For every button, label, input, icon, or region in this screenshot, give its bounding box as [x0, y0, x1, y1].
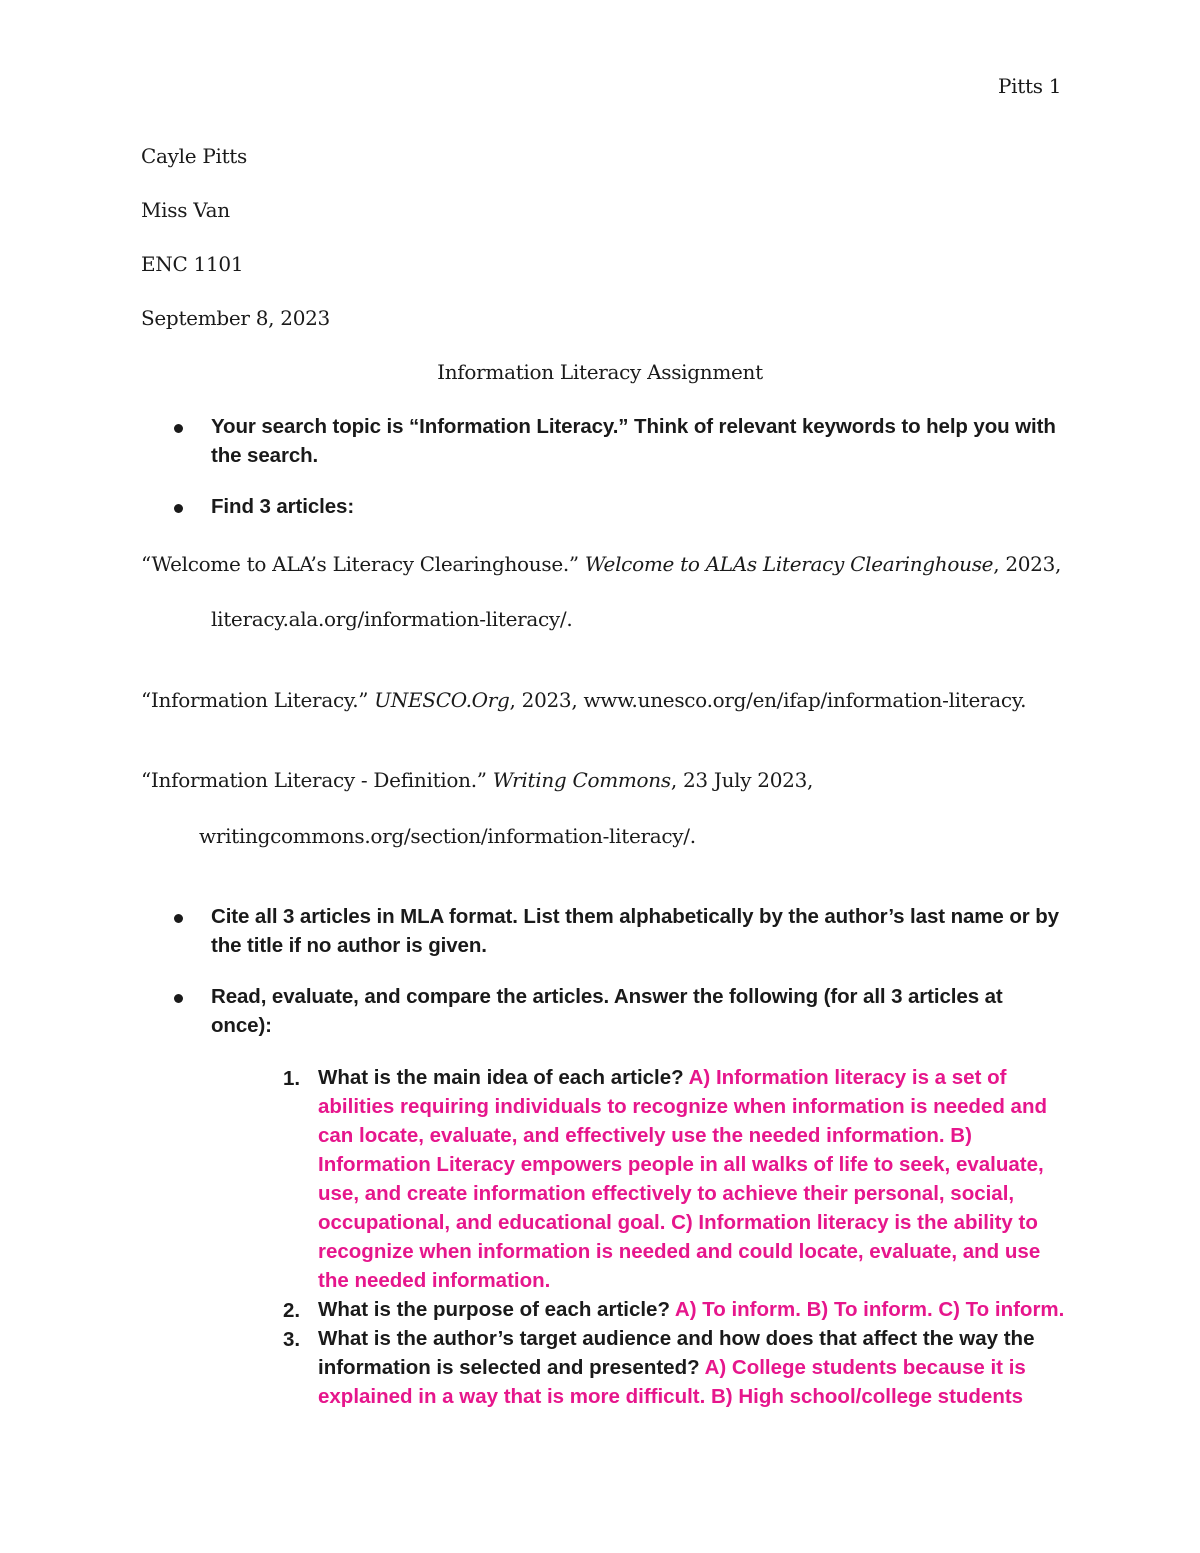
- bullet-1-line-2: the search.: [211, 444, 319, 467]
- course-name: ENC 1101: [141, 252, 244, 276]
- page-number-header: Pitts 1: [998, 74, 1062, 98]
- citation-3-title: “Information Literacy - Definition.”: [141, 768, 493, 792]
- citation-1-continuation: literacy.ala.org/information-literacy/.: [211, 607, 573, 631]
- question-3-answer: A) College students because it is explained in a way that is more difficult. B) High school/college students: [318, 1356, 1026, 1408]
- bullet-dot: [174, 994, 183, 1003]
- citation-3: [141, 768, 813, 792]
- citation-3-rest: , 23 July 2023,: [670, 768, 814, 792]
- question-1-text: What is the main idea of each article?: [318, 1066, 689, 1089]
- bullet-3-line-1: Cite all 3 articles in MLA format. List them alphabetically by the author’s last name or by: [211, 905, 1059, 928]
- question-2-text: What is the purpose of each article?: [318, 1298, 675, 1321]
- citation-2-container: UNESCO.Org: [374, 688, 510, 712]
- citation-3-container: Writing Commons: [492, 768, 671, 792]
- bullet-4-line-2: once):: [211, 1014, 272, 1037]
- citation-1-rest: , 2023,: [993, 552, 1062, 576]
- question-2: [318, 1295, 1078, 1324]
- question-1-number: 1.: [283, 1067, 301, 1090]
- bullet-dot: [174, 504, 183, 513]
- citation-1: [141, 552, 1061, 576]
- question-3-number: 3.: [283, 1328, 301, 1351]
- question-1: [318, 1063, 1048, 1295]
- instructor-name: Miss Van: [141, 198, 230, 222]
- citation-2: [141, 688, 1026, 712]
- question-2-number: 2.: [283, 1299, 301, 1322]
- question-3-text: What is the author’s target audience and how does that affect the way the information is selected and presented?: [318, 1327, 1035, 1379]
- citation-3-continuation: writingcommons.org/section/information-literacy/.: [199, 824, 696, 848]
- citation-2-rest: , 2023, www.unesco.org/en/ifap/information-literacy.: [509, 688, 1027, 712]
- question-1-answer: A) Information literacy is a set of abilities requiring individuals to recognize when information is needed and can locate, evaluate, and effectively use the needed information. B) Information Literacy empowers people in all walks of life to seek, evaluate, use, and create information effectively to achieve their personal, social, occupational, and educational goal. C) Information literacy is the ability to recognize when information is needed and could locate, evaluate, and use the needed information.: [318, 1066, 1047, 1292]
- question-2-answer: A) To inform. B) To inform. C) To inform.: [674, 1298, 1065, 1321]
- bullet-3-line-2: the title if no author is given.: [211, 934, 487, 957]
- bullet-4-line-1: Read, evaluate, and compare the articles. Answer the following (for all 3 articles at: [211, 985, 1003, 1008]
- document-title: Information Literacy Assignment: [437, 360, 763, 384]
- bullet-dot: [174, 424, 183, 433]
- bullet-dot: [174, 914, 183, 923]
- citation-1-title: “Welcome to ALA’s Literacy Clearinghouse.”: [141, 552, 585, 576]
- citation-2-title: “Information Literacy.”: [141, 688, 375, 712]
- bullet-2-line-1: Find 3 articles:: [211, 495, 355, 518]
- citation-1-container: Welcome to ALAs Literacy Clearinghouse: [584, 552, 994, 576]
- bullet-1-line-1: Your search topic is “Information Literacy.” Think of relevant keywords to help you with: [211, 415, 1056, 438]
- date-line: September 8, 2023: [141, 306, 330, 330]
- student-name: Cayle Pitts: [141, 144, 248, 168]
- question-3: [318, 1324, 1048, 1411]
